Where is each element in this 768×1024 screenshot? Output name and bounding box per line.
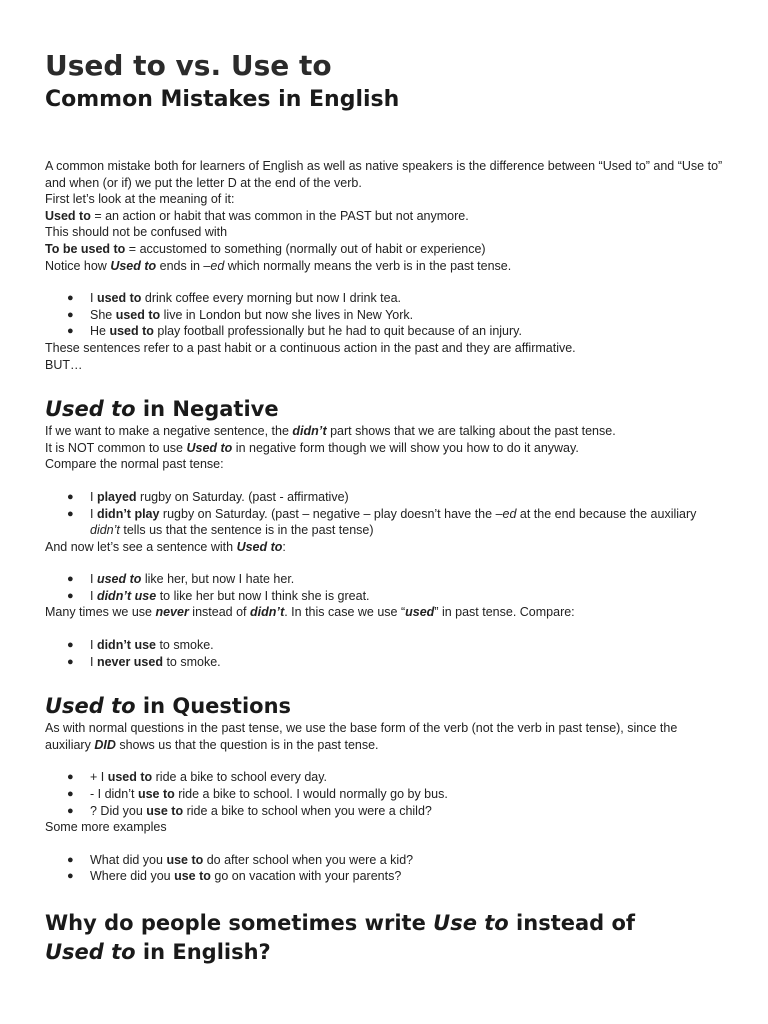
text-run: play football professionally but he had to quit because of an injury. — [153, 324, 522, 339]
text-run: in Negative — [135, 397, 279, 422]
text-run: She — [90, 307, 116, 322]
negative-paragraph-4 — [45, 539, 724, 556]
text-run: . In this case we use “ — [284, 605, 406, 620]
text-run: go on vacation with your parents? — [210, 869, 402, 884]
final-heading — [45, 909, 685, 967]
text-run: Notice how — [45, 258, 111, 273]
list-item — [45, 290, 724, 307]
text-run: I — [90, 506, 97, 521]
negative-list-3 — [45, 637, 724, 670]
emphasis: didn’t — [249, 605, 285, 620]
text-run: Where did you — [90, 869, 175, 884]
emphasis: used to — [109, 324, 154, 339]
emphasis: used — [405, 605, 435, 620]
list-item — [45, 868, 724, 885]
negative-heading — [45, 395, 724, 423]
list-item — [45, 307, 724, 324]
emphasis: Used to — [45, 397, 136, 422]
list-item — [45, 323, 724, 340]
text-run: I — [90, 291, 97, 306]
emphasis: use to — [146, 803, 184, 818]
emphasis: Used to — [45, 940, 136, 964]
bullet-icon: ● — [67, 325, 74, 338]
text-run: in negative form though we will show you how to do it anyway. — [232, 440, 579, 455]
text-run: I — [90, 489, 97, 504]
term-to-be-used-to: To be used to — [45, 241, 126, 256]
bullet-icon: ● — [67, 853, 74, 866]
bullet-icon: ● — [67, 490, 74, 503]
text-run: rugby on Saturday. (past - affirmative) — [136, 489, 349, 504]
text-run: What did you — [90, 852, 167, 867]
text-run: It is NOT common to use — [45, 440, 187, 455]
text-run: ? Did you — [90, 803, 147, 818]
text-run: do after school when you were a kid? — [203, 852, 414, 867]
emphasis: use to — [166, 852, 204, 867]
page-subtitle: Common Mistakes in English — [45, 87, 400, 112]
text-run: And now let’s see a sentence with — [45, 539, 237, 554]
text-run: Many times we use — [45, 605, 156, 620]
text-run: I — [90, 654, 97, 669]
list-item — [45, 852, 724, 869]
text-run: tells us that the sentence is in the past tense) — [119, 523, 374, 538]
text-run: - I didn’t — [90, 787, 138, 802]
emphasis: Used to — [45, 694, 136, 719]
questions-heading — [45, 692, 724, 720]
emphasis: didn’t — [90, 523, 120, 538]
text-run: drink coffee every morning but now I drink tea. — [141, 291, 402, 306]
emphasis: used to — [96, 291, 142, 306]
text-run: which normally means the verb is in the past tense. — [224, 258, 512, 273]
negative-paragraph-1 — [45, 423, 724, 440]
text-run: He — [90, 324, 110, 339]
text-run: instead of — [508, 911, 636, 935]
more-examples-label: Some more examples — [45, 820, 167, 835]
bullet-icon: ● — [67, 292, 74, 305]
text-run: rugby on Saturday. (past – negative – play doesn’t have the — [159, 506, 496, 521]
emphasis: used to — [96, 572, 142, 587]
emphasis: never — [155, 605, 189, 620]
page-title: Used to vs. Use to — [45, 49, 332, 82]
text-run: ” in past tense. Compare: — [434, 605, 575, 620]
list-item — [45, 588, 724, 605]
but-paragraph: BUT… — [45, 357, 83, 372]
emphasis: use to — [137, 787, 175, 802]
text-run: ride a bike to school. I would normally go by bus. — [174, 787, 448, 802]
intro-section — [45, 158, 724, 274]
text-run: shows us that the question is in the past tense. — [115, 737, 379, 752]
example-list-1 — [45, 290, 724, 340]
questions-paragraph-1 — [45, 720, 724, 753]
definition-to-be-used-to — [45, 241, 724, 258]
text-run: ride a bike to school every day. — [152, 770, 328, 785]
definition-used-to — [45, 208, 724, 225]
emphasis: played — [96, 489, 137, 504]
negative-list-1 — [45, 489, 724, 539]
text-run: ride a bike to school when you were a child? — [183, 803, 432, 818]
list-item — [45, 637, 724, 654]
text-run: instead of — [188, 605, 250, 620]
text-run: to like her but now I think she is great. — [156, 588, 370, 603]
list-item — [45, 489, 724, 506]
bullet-icon: ● — [67, 308, 74, 321]
text-run: ends in — [156, 258, 204, 273]
questions-list-1 — [45, 769, 724, 819]
bullet-icon: ● — [67, 804, 74, 817]
bullet-icon: ● — [67, 870, 74, 883]
text-run: to smoke. — [162, 654, 221, 669]
emphasis: –ed — [203, 258, 225, 273]
text-run: I — [90, 588, 97, 603]
text-run: Why do people sometimes write — [45, 911, 434, 935]
list-item — [45, 506, 724, 539]
text-run: I — [90, 572, 97, 587]
text-run: part shows that we are talking about the past tense. — [326, 424, 616, 439]
text-run: like her, but now I hate her. — [141, 572, 295, 587]
list-item — [45, 803, 724, 820]
emphasis: didn’t use — [96, 638, 156, 653]
emphasis: Used to — [236, 539, 283, 554]
text-run: in Questions — [135, 694, 292, 719]
emphasis: Used to — [186, 440, 233, 455]
emphasis: didn’t play — [96, 506, 160, 521]
questions-section — [45, 692, 724, 885]
emphasis: DID — [94, 737, 116, 752]
emphasis: Used to — [110, 258, 157, 273]
intro-paragraph-6 — [45, 258, 724, 275]
text-run: live in London but now she lives in New York. — [160, 307, 414, 322]
bullet-icon: ● — [67, 573, 74, 586]
emphasis: used to — [107, 770, 153, 785]
bullet-icon: ● — [67, 788, 74, 801]
emphasis: use to — [174, 869, 211, 884]
emphasis: –ed — [495, 506, 517, 521]
list-item — [45, 654, 724, 671]
bullet-icon: ● — [67, 589, 74, 602]
intro-paragraph-2: First let’s look at the meaning of it: — [45, 192, 235, 207]
list-item — [45, 769, 724, 786]
intro-paragraph-4: This should not be confused with — [45, 225, 228, 240]
negative-paragraph-2 — [45, 440, 724, 457]
emphasis: didn’t use — [96, 588, 157, 603]
emphasis: used to — [115, 307, 161, 322]
text-run: + I — [90, 770, 108, 785]
emphasis: didn’t — [292, 424, 327, 439]
text-run: to smoke. — [155, 638, 214, 653]
bullet-icon: ● — [67, 771, 74, 784]
emphasis: never used — [96, 654, 163, 669]
list-item — [45, 786, 724, 803]
after-list-paragraph: These sentences refer to a past habit or a continuous action in the past and they are affirmative. — [45, 340, 576, 355]
bullet-icon: ● — [67, 655, 74, 668]
negative-section — [45, 395, 724, 670]
list-item — [45, 571, 724, 588]
text-run: I — [90, 638, 97, 653]
term-used-to: Used to — [45, 208, 91, 223]
definition-text: = an action or habit that was common in the PAST but not anymore. — [90, 208, 469, 223]
text-run: As with normal questions in the past tense, we use the base form of the verb (not the verb in past tense), since the auxiliary — [45, 721, 678, 752]
text-run: : — [282, 539, 286, 554]
negative-paragraph-3: Compare the normal past tense: — [45, 457, 224, 472]
text-run: in English? — [135, 940, 271, 964]
bullet-icon: ● — [67, 507, 74, 520]
questions-list-2 — [45, 852, 724, 885]
negative-paragraph-5 — [45, 604, 724, 621]
text-run: If we want to make a negative sentence, the — [45, 424, 293, 439]
bullet-icon: ● — [67, 639, 74, 652]
negative-list-2 — [45, 571, 724, 604]
text-run: at the end because the auxiliary — [516, 506, 697, 521]
emphasis: Use to — [433, 911, 509, 935]
intro-paragraph-1: A common mistake both for learners of English as well as native speakers is the difference between “Used to” and “Use to” and when (or if) we put the letter D at the end of the verb. — [45, 159, 723, 190]
definition-text: = accustomed to something (normally out of habit or experience) — [125, 241, 486, 256]
